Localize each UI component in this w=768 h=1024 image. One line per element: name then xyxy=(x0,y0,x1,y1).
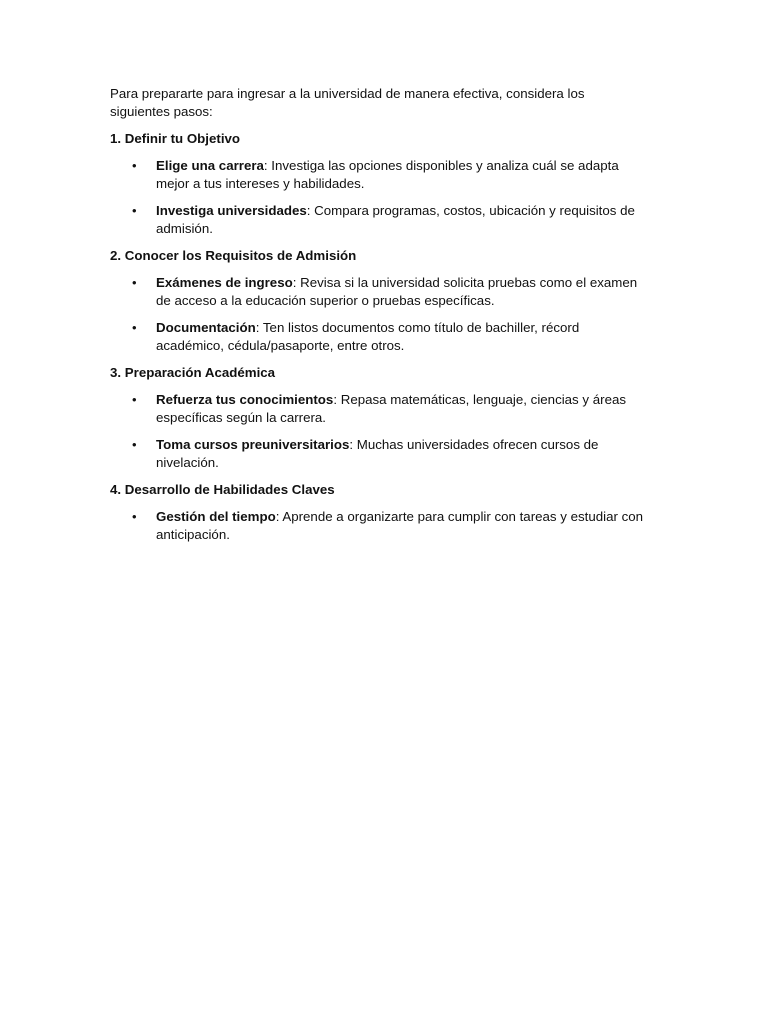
section-preparacion-academica xyxy=(110,364,645,472)
document-page xyxy=(110,85,645,553)
section-heading: 3. Preparación Académica xyxy=(110,365,276,380)
bullet-icon: • xyxy=(132,392,137,407)
list-item xyxy=(110,274,645,310)
item-text: : Compara programas, costos, ubicación y requisitos de admisión. xyxy=(156,203,635,236)
bullet-list xyxy=(110,157,645,238)
item-text: : Investiga las opciones disponibles y analiza cuál se adapta mejor a tus intereses y habilidades. xyxy=(156,158,619,191)
section-heading: 4. Desarrollo de Habilidades Claves xyxy=(110,482,335,497)
list-item xyxy=(110,436,645,472)
bullet-list xyxy=(110,508,645,544)
item-text: : Aprende a organizarte para cumplir con tareas y estudiar con anticipación. xyxy=(156,509,644,542)
list-item xyxy=(110,319,645,355)
item-text: : Muchas universidades ofrecen cursos de nivelación. xyxy=(156,437,599,470)
list-item xyxy=(110,202,645,238)
item-term: Gestión del tiempo xyxy=(156,509,276,524)
item-text: : Revisa si la universidad solicita pruebas como el examen de acceso a la educación superior o pruebas específicas. xyxy=(156,275,638,308)
item-text: : Ten listos documentos como título de bachiller, récord académico, cédula/pasaporte, entre otros. xyxy=(156,320,580,353)
item-text: : Repasa matemáticas, lenguaje, ciencias y áreas específicas según la carrera. xyxy=(156,392,627,425)
section-requisitos-admision xyxy=(110,247,645,355)
bullet-icon: • xyxy=(132,158,137,173)
item-term: Exámenes de ingreso xyxy=(156,275,293,290)
item-term: Elige una carrera xyxy=(156,158,264,173)
list-item xyxy=(110,508,645,544)
section-habilidades-claves xyxy=(110,481,645,544)
bullet-list xyxy=(110,391,645,472)
list-item xyxy=(110,391,645,427)
intro-paragraph: Para prepararte para ingresar a la universidad de manera efectiva, considera los siguientes pasos: xyxy=(110,86,585,119)
list-item xyxy=(110,157,645,193)
item-term: Investiga universidades xyxy=(156,203,307,218)
bullet-list xyxy=(110,274,645,355)
section-heading: 2. Conocer los Requisitos de Admisión xyxy=(110,248,357,263)
bullet-icon: • xyxy=(132,203,137,218)
bullet-icon: • xyxy=(132,437,137,452)
bullet-icon: • xyxy=(132,275,137,290)
bullet-icon: • xyxy=(132,509,137,524)
item-term: Documentación xyxy=(156,320,256,335)
section-heading: 1. Definir tu Objetivo xyxy=(110,131,241,146)
item-term: Toma cursos preuniversitarios xyxy=(156,437,350,452)
section-definir-objetivo xyxy=(110,130,645,238)
bullet-icon: • xyxy=(132,320,137,335)
item-term: Refuerza tus conocimientos xyxy=(156,392,334,407)
